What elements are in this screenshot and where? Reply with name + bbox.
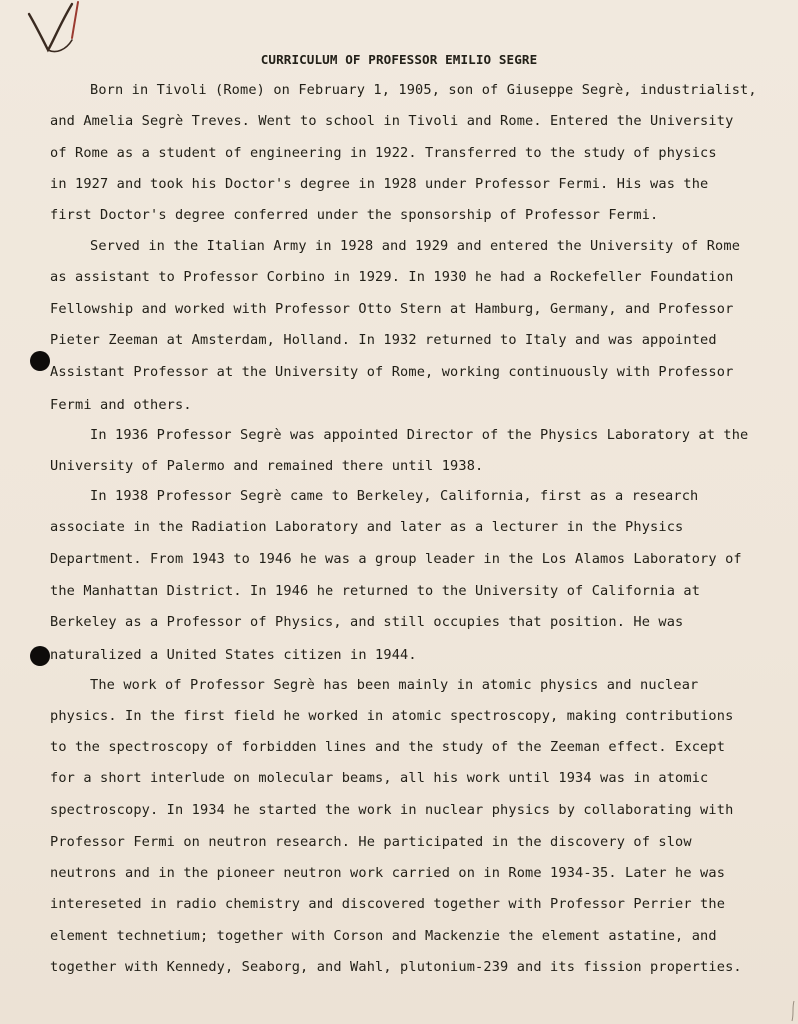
text-line: Served in the Italian Army in 1928 and 1929 and entered the University of Rome xyxy=(90,238,741,254)
handwritten-check-icon xyxy=(26,0,86,58)
text-line: University of Palermo and remained there until 1938. xyxy=(50,458,484,474)
text-line: Berkeley as a Professor of Physics, and still occupies that position. He was xyxy=(50,614,684,630)
text-line: in 1927 and took his Doctor's degree in 1928 under Professor Fermi. His was the xyxy=(50,176,709,192)
page-edge-mark-icon xyxy=(790,1000,796,1022)
text-line: Fermi and others. xyxy=(50,397,192,413)
text-line: Department. From 1943 to 1946 he was a group leader in the Los Alamos Laboratory of xyxy=(50,551,742,567)
text-line: In 1936 Professor Segrè was appointed Director of the Physics Laboratory at the xyxy=(90,427,749,443)
text-line: element technetium; together with Corson and Mackenzie the element astatine, and xyxy=(50,928,717,944)
text-line: naturalized a United States citizen in 1944. xyxy=(50,647,417,663)
text-line: together with Kennedy, Seaborg, and Wahl, plutonium-239 and its fission properties. xyxy=(50,959,742,975)
text-line: Professor Fermi on neutron research. He participated in the discovery of slow xyxy=(50,834,692,850)
text-line: associate in the Radiation Laboratory and later as a lecturer in the Physics xyxy=(50,519,684,535)
text-line: In 1938 Professor Segrè came to Berkeley, California, first as a research xyxy=(90,488,699,504)
text-line: neutrons and in the pioneer neutron work carried on in Rome 1934-35. Later he was xyxy=(50,865,726,881)
text-line: first Doctor's degree conferred under the sponsorship of Professor Fermi. xyxy=(50,207,659,223)
punch-hole-icon xyxy=(30,646,50,666)
text-line: Pieter Zeeman at Amsterdam, Holland. In 1932 returned to Italy and was appointed xyxy=(50,332,717,348)
text-line: The work of Professor Segrè has been mainly in atomic physics and nuclear xyxy=(90,677,699,693)
text-line: Assistant Professor at the University of Rome, working continuously with Professor xyxy=(50,364,734,380)
text-line: intereseted in radio chemistry and discovered together with Professor Perrier the xyxy=(50,896,726,912)
text-line: and Amelia Segrè Treves. Went to school in Tivoli and Rome. Entered the University xyxy=(50,113,734,129)
punch-hole-icon xyxy=(30,351,50,371)
text-line: to the spectroscopy of forbidden lines and the study of the Zeeman effect. Except xyxy=(50,739,726,755)
text-line: of Rome as a student of engineering in 1922. Transferred to the study of physics xyxy=(50,145,717,161)
text-line: for a short interlude on molecular beams, all his work until 1934 was in atomic xyxy=(50,770,709,786)
page-title: CURRICULUM OF PROFESSOR EMILIO SEGRE xyxy=(260,52,538,67)
text-line: the Manhattan District. In 1946 he returned to the University of California at xyxy=(50,583,701,599)
text-line: as assistant to Professor Corbino in 1929. In 1930 he had a Rockefeller Foundation xyxy=(50,269,734,285)
text-line: spectroscopy. In 1934 he started the work in nuclear physics by collaborating with xyxy=(50,802,734,818)
text-line: Fellowship and worked with Professor Otto Stern at Hamburg, Germany, and Professor xyxy=(50,301,734,317)
text-line: physics. In the first field he worked in atomic spectroscopy, making contributions xyxy=(50,708,734,724)
text-line: Born in Tivoli (Rome) on February 1, 1905, son of Giuseppe Segrè, industrialist, xyxy=(90,82,757,98)
